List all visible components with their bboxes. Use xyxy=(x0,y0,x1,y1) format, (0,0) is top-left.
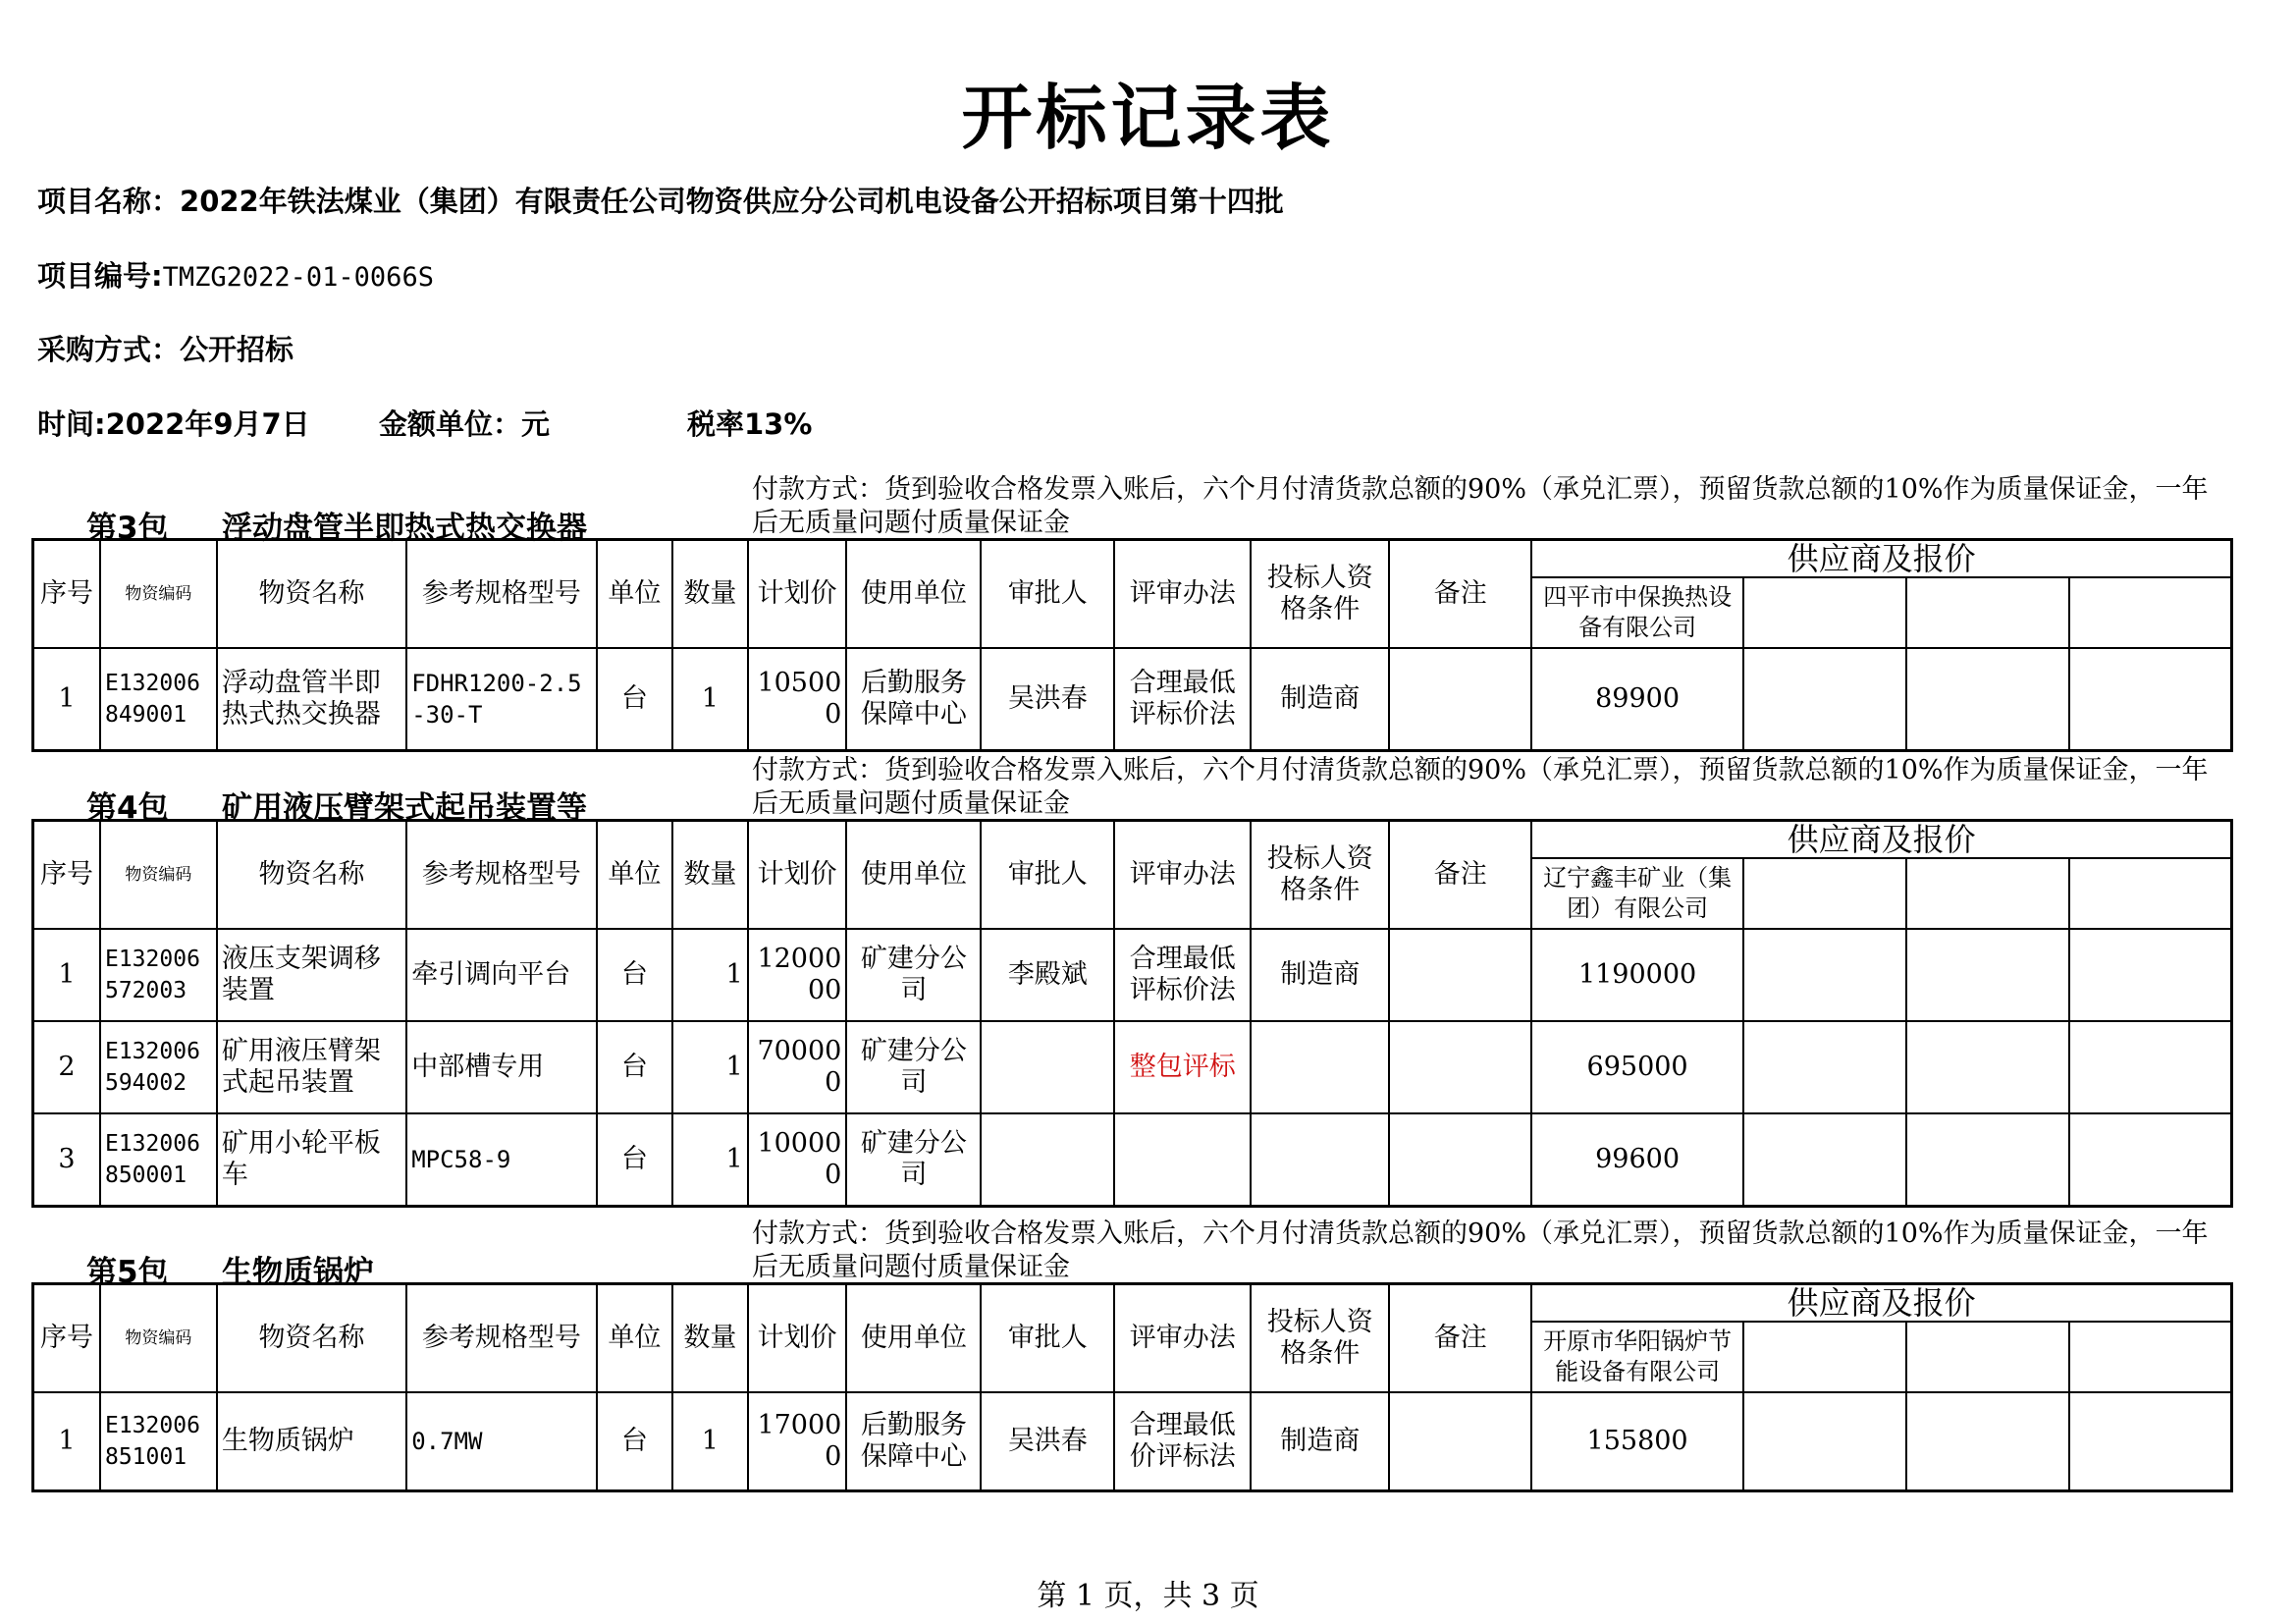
cell-qty: 1 xyxy=(672,929,748,1021)
cell-name: 浮动盘管半即热式热交换器 xyxy=(217,648,406,750)
cell-empty xyxy=(1743,1021,1906,1113)
header-seq: 序号 xyxy=(33,1284,100,1393)
cell-approver: 吴洪春 xyxy=(981,648,1114,750)
cell-quote: 155800 xyxy=(1531,1392,1743,1490)
cell-plan-price: 1200000 xyxy=(748,929,847,1021)
package-5-table xyxy=(31,1282,2233,1492)
header-method: 评审办法 xyxy=(1114,540,1251,649)
cell-plan-price: 100000 xyxy=(748,1113,847,1206)
cell-plan-price: 700000 xyxy=(748,1021,847,1113)
cell-spec: 牵引调向平台 xyxy=(406,929,596,1021)
project-name: 2022年铁法煤业（集团）有限责任公司物资供应分公司机电设备公开招标项目第十四批 xyxy=(180,185,1284,218)
header-supplier: 供应商及报价 xyxy=(1531,821,2231,859)
header-code: 物资编码 xyxy=(100,1284,217,1393)
header-user-unit: 使用单位 xyxy=(846,540,981,649)
header-approver: 审批人 xyxy=(981,1284,1114,1393)
cell-empty xyxy=(1906,929,2069,1021)
header-name: 物资名称 xyxy=(217,540,406,649)
package-3-table xyxy=(31,538,2233,752)
cell-empty xyxy=(2069,1392,2231,1490)
header-seq: 序号 xyxy=(33,540,100,649)
cell-method: 合理最低评标价法 xyxy=(1114,648,1251,750)
cell-plan-price: 105000 xyxy=(748,648,847,750)
package-5-payment-terms: 付款方式：货到验收合格发票入账后，六个月付清货款总额的90%（承兑汇票），预留货款总额的10%作为质量保证金，一年后无质量问题付质量保证金 xyxy=(752,1218,2209,1282)
cell-seq: 2 xyxy=(33,1021,100,1113)
cell-qty: 1 xyxy=(672,648,748,750)
cell-empty xyxy=(1743,1113,1906,1206)
supplier-empty xyxy=(1743,858,1906,929)
header-seq: 序号 xyxy=(33,821,100,930)
cell-method: 合理最低评标价法 xyxy=(1114,929,1251,1021)
cell-user-unit: 矿建分公司 xyxy=(846,929,981,1021)
cell-name: 液压支架调移装置 xyxy=(217,929,406,1021)
cell-seq: 3 xyxy=(33,1113,100,1206)
header-qty: 数量 xyxy=(672,821,748,930)
header-approver: 审批人 xyxy=(981,821,1114,930)
package-3-name: 浮动盘管半即热式热交换器 xyxy=(222,511,587,546)
header-qty: 数量 xyxy=(672,1284,748,1393)
supplier-empty xyxy=(1743,577,1906,648)
cell-spec: 0.7MW xyxy=(406,1392,596,1490)
header-user-unit: 使用单位 xyxy=(846,1284,981,1393)
header-supplier: 供应商及报价 xyxy=(1531,1284,2231,1323)
cell-empty xyxy=(2069,929,2231,1021)
cell-user-unit: 矿建分公司 xyxy=(846,1113,981,1206)
header-approver: 审批人 xyxy=(981,540,1114,649)
package-3-payment-terms: 付款方式：货到验收合格发票入账后，六个月付清货款总额的90%（承兑汇票），预留货款总额的10%作为质量保证金，一年后无质量问题付质量保证金 xyxy=(752,474,2209,538)
supplier-empty xyxy=(2069,1322,2231,1392)
header-method: 评审办法 xyxy=(1114,1284,1251,1393)
cell-user-unit: 后勤服务保障中心 xyxy=(846,648,981,750)
amount-unit-label: 金额单位： xyxy=(379,407,522,441)
header-supplier: 供应商及报价 xyxy=(1531,540,2231,578)
package-4-name: 矿用液压臂架式起吊装置等 xyxy=(222,790,587,826)
header-unit: 单位 xyxy=(597,821,673,930)
cell-seq: 1 xyxy=(33,1392,100,1490)
cell-empty xyxy=(2069,1021,2231,1113)
header-code: 物资编码 xyxy=(100,540,217,649)
cell-approver: 李殿斌 xyxy=(981,929,1114,1021)
cell-qty: 1 xyxy=(672,1113,748,1206)
project-name-label: 项目名称： xyxy=(37,185,181,218)
amount-unit: 元 xyxy=(521,407,551,441)
cell-qty: 1 xyxy=(672,1392,748,1490)
project-code-label: 项目编号: xyxy=(37,259,163,293)
header-qualification: 投标人资格条件 xyxy=(1251,821,1389,930)
cell-user-unit: 后勤服务保障中心 xyxy=(846,1392,981,1490)
cell-code: E132006572003 xyxy=(100,929,217,1021)
cell-spec: 中部槽专用 xyxy=(406,1021,596,1113)
cell-seq: 1 xyxy=(33,929,100,1021)
supplier-name: 辽宁鑫丰矿业（集团）有限公司 xyxy=(1531,858,1743,929)
header-plan-price: 计划价 xyxy=(748,1284,847,1393)
header-name: 物资名称 xyxy=(217,821,406,930)
header-remark: 备注 xyxy=(1389,540,1531,649)
cell-user-unit: 矿建分公司 xyxy=(846,1021,981,1113)
header-method: 评审办法 xyxy=(1114,821,1251,930)
package-3-label: 第3包 xyxy=(86,511,169,546)
cell-unit: 台 xyxy=(597,1021,673,1113)
cell-spec: FDHR1200-2.5-30-T xyxy=(406,648,596,750)
project-code-line xyxy=(37,254,434,295)
cell-remark xyxy=(1389,1392,1531,1490)
cell-remark xyxy=(1389,648,1531,750)
header-spec: 参考规格型号 xyxy=(406,1284,596,1393)
cell-qualification xyxy=(1251,1021,1389,1113)
cell-empty xyxy=(1743,648,1906,750)
cell-method xyxy=(1114,1113,1251,1206)
table-row xyxy=(33,648,2232,750)
cell-code: E132006850001 xyxy=(100,1113,217,1206)
supplier-empty xyxy=(2069,858,2231,929)
supplier-empty xyxy=(1906,858,2069,929)
supplier-empty xyxy=(1743,1322,1906,1392)
cell-qty: 1 xyxy=(672,1021,748,1113)
supplier-name: 开原市华阳锅炉节能设备有限公司 xyxy=(1531,1322,1743,1392)
cell-qualification: 制造商 xyxy=(1251,929,1389,1021)
header-name: 物资名称 xyxy=(217,1284,406,1393)
cell-empty xyxy=(1906,1021,2069,1113)
procurement-method-label: 采购方式： xyxy=(37,333,181,366)
cell-spec: MPC58-9 xyxy=(406,1113,596,1206)
package-5-name: 生物质锅炉 xyxy=(222,1255,374,1290)
procurement-method: 公开招标 xyxy=(180,333,294,366)
package-4-table xyxy=(31,819,2233,1208)
header-qualification: 投标人资格条件 xyxy=(1251,540,1389,649)
header-remark: 备注 xyxy=(1389,1284,1531,1393)
procurement-method-line xyxy=(37,328,294,368)
table-row xyxy=(33,1392,2232,1490)
cell-quote: 99600 xyxy=(1531,1113,1743,1206)
cell-qualification: 制造商 xyxy=(1251,1392,1389,1490)
header-unit: 单位 xyxy=(597,540,673,649)
cell-method: 合理最低价评标法 xyxy=(1114,1392,1251,1490)
cell-approver xyxy=(981,1021,1114,1113)
cell-remark xyxy=(1389,929,1531,1021)
table-row xyxy=(33,1021,2232,1113)
package-5-label: 第5包 xyxy=(86,1255,169,1290)
header-qualification: 投标人资格条件 xyxy=(1251,1284,1389,1393)
cell-seq: 1 xyxy=(33,648,100,750)
project-code: TMZG2022-01-0066S xyxy=(162,262,434,293)
header-remark: 备注 xyxy=(1389,821,1531,930)
cell-quote: 1190000 xyxy=(1531,929,1743,1021)
package-4-label: 第4包 xyxy=(86,790,169,826)
time-line xyxy=(37,403,310,443)
cell-name: 矿用液压臂架式起吊装置 xyxy=(217,1021,406,1113)
cell-unit: 台 xyxy=(597,1392,673,1490)
supplier-name: 四平市中保换热设备有限公司 xyxy=(1531,577,1743,648)
project-name-line xyxy=(37,180,1284,220)
cell-code: E132006851001 xyxy=(100,1392,217,1490)
header-spec: 参考规格型号 xyxy=(406,821,596,930)
cell-qualification xyxy=(1251,1113,1389,1206)
time-value: 2022年9月7日 xyxy=(105,407,310,441)
cell-unit: 台 xyxy=(597,929,673,1021)
header-spec: 参考规格型号 xyxy=(406,540,596,649)
header-code: 物资编码 xyxy=(100,821,217,930)
time-label: 时间: xyxy=(37,407,106,441)
cell-empty xyxy=(2069,648,2231,750)
header-plan-price: 计划价 xyxy=(748,540,847,649)
page-footer: 第 1 页，共 3 页 xyxy=(1037,1579,1259,1613)
cell-qualification: 制造商 xyxy=(1251,648,1389,750)
cell-remark xyxy=(1389,1113,1531,1206)
cell-unit: 台 xyxy=(597,648,673,750)
cell-empty xyxy=(1906,1392,2069,1490)
cell-name: 矿用小轮平板车 xyxy=(217,1113,406,1206)
cell-code: E132006594002 xyxy=(100,1021,217,1113)
supplier-empty xyxy=(1906,1322,2069,1392)
page-title: 开标记录表 xyxy=(961,77,1335,159)
cell-empty xyxy=(1743,1392,1906,1490)
supplier-empty xyxy=(1906,577,2069,648)
cell-plan-price: 170000 xyxy=(748,1392,847,1490)
cell-quote: 89900 xyxy=(1531,648,1743,750)
header-plan-price: 计划价 xyxy=(748,821,847,930)
cell-code: E132006849001 xyxy=(100,648,217,750)
cell-empty xyxy=(1743,929,1906,1021)
cell-name: 生物质锅炉 xyxy=(217,1392,406,1490)
cell-empty xyxy=(1906,1113,2069,1206)
cell-method: 整包评标 xyxy=(1114,1021,1251,1113)
supplier-empty xyxy=(2069,577,2231,648)
package-4-payment-terms: 付款方式：货到验收合格发票入账后，六个月付清货款总额的90%（承兑汇票），预留货款总额的10%作为质量保证金，一年后无质量问题付质量保证金 xyxy=(752,755,2209,819)
cell-approver xyxy=(981,1113,1114,1206)
cell-empty xyxy=(1906,648,2069,750)
tax-rate: 税率13% xyxy=(687,407,813,441)
table-row xyxy=(33,929,2232,1021)
cell-remark xyxy=(1389,1021,1531,1113)
cell-empty xyxy=(2069,1113,2231,1206)
cell-unit: 台 xyxy=(597,1113,673,1206)
cell-quote: 695000 xyxy=(1531,1021,1743,1113)
table-row xyxy=(33,1113,2232,1206)
cell-approver: 吴洪春 xyxy=(981,1392,1114,1490)
header-unit: 单位 xyxy=(597,1284,673,1393)
amount-unit-line xyxy=(379,403,550,443)
header-user-unit: 使用单位 xyxy=(846,821,981,930)
header-qty: 数量 xyxy=(672,540,748,649)
